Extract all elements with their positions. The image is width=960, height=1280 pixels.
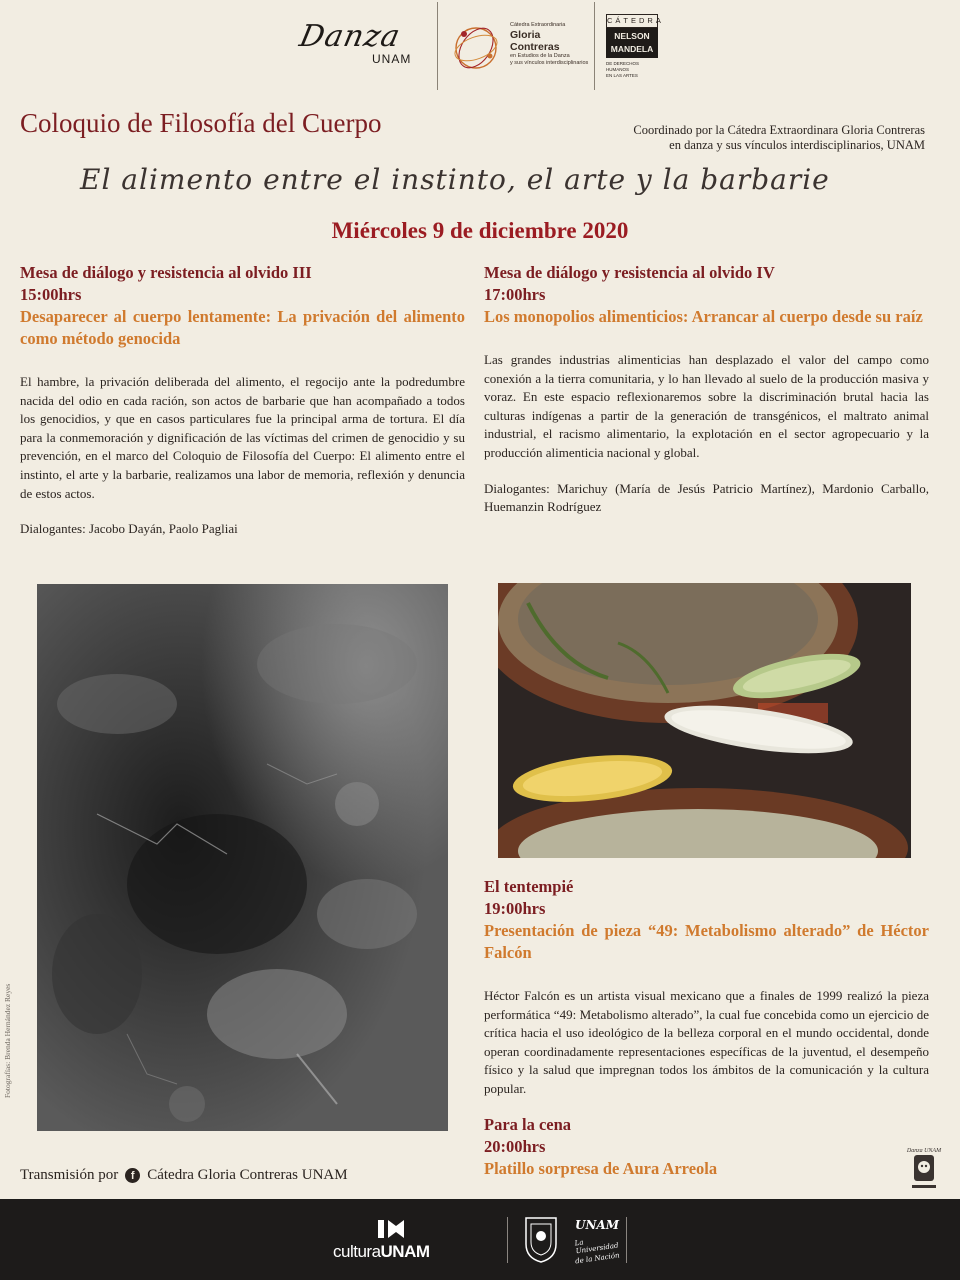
mesa-4-body: Las grandes industrias alimenticias han desplazado el valor del campo como conexión a la tierra comunitaria, y lo han llevado al suelo de la producción masiva y voraz. En este espacio reflexionaremos sobre la discriminación brutal hacia las culturas indígenas a partir de la generación de transgénicos, el maltrato animal industrial, el racismo alimentario, la explotación en el sector agropecuario y la producción alimenticia nacional y global. bbox=[484, 352, 929, 460]
gc-name-2: Contreras bbox=[510, 41, 560, 53]
nm-sub-1: DE DERECHOS HUMANOS bbox=[606, 61, 640, 72]
tentempie-time: 19:00hrs bbox=[484, 899, 546, 918]
corn-photo-image bbox=[498, 583, 911, 858]
cultura-unam-mark-icon bbox=[374, 1218, 414, 1240]
tentempie-section bbox=[484, 876, 929, 1099]
mesa-4-topic: Los monopolios alimenticios: Arrancar al cuerpo desde su raíz bbox=[484, 307, 923, 326]
tentempie-topic: Presentación de pieza “49: Metabolismo alterado” de Héctor Falcón bbox=[484, 921, 929, 962]
danza-script: Danza bbox=[296, 19, 404, 54]
unam-escudo-icon bbox=[521, 1214, 561, 1264]
footer-divider-2 bbox=[626, 1217, 627, 1263]
tentempie-heading: El tentempié bbox=[484, 877, 574, 896]
page-subtitle: El alimento entre el instinto, el arte y la barbarie bbox=[80, 163, 830, 196]
danza-unam-text: UNAM bbox=[372, 52, 412, 66]
gloria-contreras-ring-icon bbox=[450, 22, 502, 74]
danza-stamp-text: Danza UNAM bbox=[906, 1148, 942, 1154]
mesa-4-time: 17:00hrs bbox=[484, 285, 546, 304]
mesa-3-dialogantes: Dialogantes: Jacobo Dayán, Paolo Pagliai bbox=[20, 521, 238, 537]
header-divider-2 bbox=[594, 2, 595, 90]
danza-stamp bbox=[906, 1143, 942, 1193]
unam-script-1: UNAM bbox=[575, 1218, 620, 1232]
coordinado-text bbox=[595, 123, 925, 153]
mesa-3-time: 15:00hrs bbox=[20, 285, 82, 304]
corn-photo bbox=[498, 583, 911, 858]
unam-universidad-logo bbox=[575, 1218, 625, 1264]
gloria-contreras-logo bbox=[450, 18, 590, 78]
danza-stamp-icon bbox=[906, 1143, 942, 1193]
cena-section bbox=[484, 1114, 929, 1180]
header-divider-1 bbox=[437, 2, 438, 90]
gc-small-top: Cátedra Extraordinaria bbox=[510, 22, 566, 28]
gc-small-bottom-1: en Estudios de la Danza bbox=[510, 53, 570, 59]
unam-script-2: La Universidad bbox=[574, 1238, 620, 1256]
nm-name-2: MANDELA bbox=[610, 44, 654, 54]
page-title: Coloquio de Filosofía del Cuerpo bbox=[20, 108, 382, 138]
gc-small-bottom-2: y sus vínculos interdisciplinarios bbox=[510, 60, 589, 66]
photo-credit-text: Fotografías: Brenda Hernández Reyes bbox=[3, 983, 12, 1098]
footer-bar bbox=[0, 1199, 960, 1280]
transmision-channel-link[interactable]: Cátedra Gloria Contreras UNAM bbox=[147, 1167, 348, 1183]
mesa-4-dialogantes: Dialogantes: Marichuy (María de Jesús Patricio Martínez), Mardonio Carballo, Huemanzin Rodríguez bbox=[484, 480, 929, 515]
footer-divider-1 bbox=[507, 1217, 508, 1263]
gc-name-1: Gloria bbox=[510, 29, 541, 41]
soil-photo bbox=[37, 584, 448, 1131]
cultura-unam-word: UNAM bbox=[380, 1242, 430, 1261]
coordinado-line-2: en danza y sus vínculos interdisciplinarios, UNAM bbox=[669, 138, 925, 152]
mesa-4-heading: Mesa de diálogo y resistencia al olvido IV bbox=[484, 263, 775, 282]
cultura-unam-logo bbox=[333, 1218, 455, 1264]
cena-topic: Platillo sorpresa de Aura Arreola bbox=[484, 1159, 718, 1178]
cena-heading: Para la cena bbox=[484, 1115, 572, 1134]
mesa-3-topic: Desaparecer al cuerpo lentamente: La privación del alimento como método genocida bbox=[20, 307, 465, 348]
mesa-3-heading: Mesa de diálogo y resistencia al olvido III bbox=[20, 263, 312, 282]
photo-credit bbox=[2, 950, 14, 1100]
cena-time: 20:00hrs bbox=[484, 1137, 546, 1156]
soil-photo-image bbox=[37, 584, 448, 1131]
facebook-icon[interactable]: f bbox=[125, 1168, 140, 1183]
nm-top: CÁTEDRA bbox=[606, 14, 658, 28]
nm-sub-2: EN LAS ARTES bbox=[606, 73, 638, 78]
mesa-3-section bbox=[20, 262, 465, 539]
nm-name-1: NELSON bbox=[614, 31, 650, 41]
mesa-4-section bbox=[484, 262, 929, 517]
cultura-word: cultura bbox=[333, 1242, 381, 1261]
coordinado-line-1: Coordinado por la Cátedra Extraordinara Gloria Contreras bbox=[633, 123, 925, 137]
unam-escudo bbox=[521, 1214, 561, 1264]
tentempie-body: Héctor Falcón es un artista visual mexicano que a finales de 1999 realizó la pieza performática “49: Metabolismo alterado”, la cual fue concebida como un ejercicio de crítica hacia el uso ideológico de la belleza corporal en el mundo occidental, donde operan coordinadamente representaciones específicas de la juventud, el desempeño físico y la salud que impregnan todos los ámbitos de la comunicación y la cultura popular. bbox=[484, 988, 929, 1096]
unam-script-3: de la Nación bbox=[574, 1251, 621, 1266]
mesa-3-body: El hambre, la privación deliberada del alimento, el regocijo ante la podredumbre nacida del odio en cada ración, son actos de barbarie que han acompañado a todos los genocidios, y que en casos particulares fue la principal arma de tortura. El día para la conmemoración y dignificación de las víctimas del crimen de genocidio y su prevención, en el marco del Coloquio de Filosofía del Cuerpo: El alimento entre el instinto, el arte y la barbarie, realizamos una labor de memoria, reflexión y denuncia de estos actos. bbox=[20, 374, 465, 501]
event-date: Miércoles 9 de diciembre 2020 bbox=[331, 218, 629, 243]
nelson-mandela-logo bbox=[606, 14, 664, 90]
danza-unam-logo bbox=[296, 19, 420, 72]
transmision-line bbox=[20, 1167, 348, 1184]
transmision-prefix: Transmisión por bbox=[20, 1167, 119, 1183]
